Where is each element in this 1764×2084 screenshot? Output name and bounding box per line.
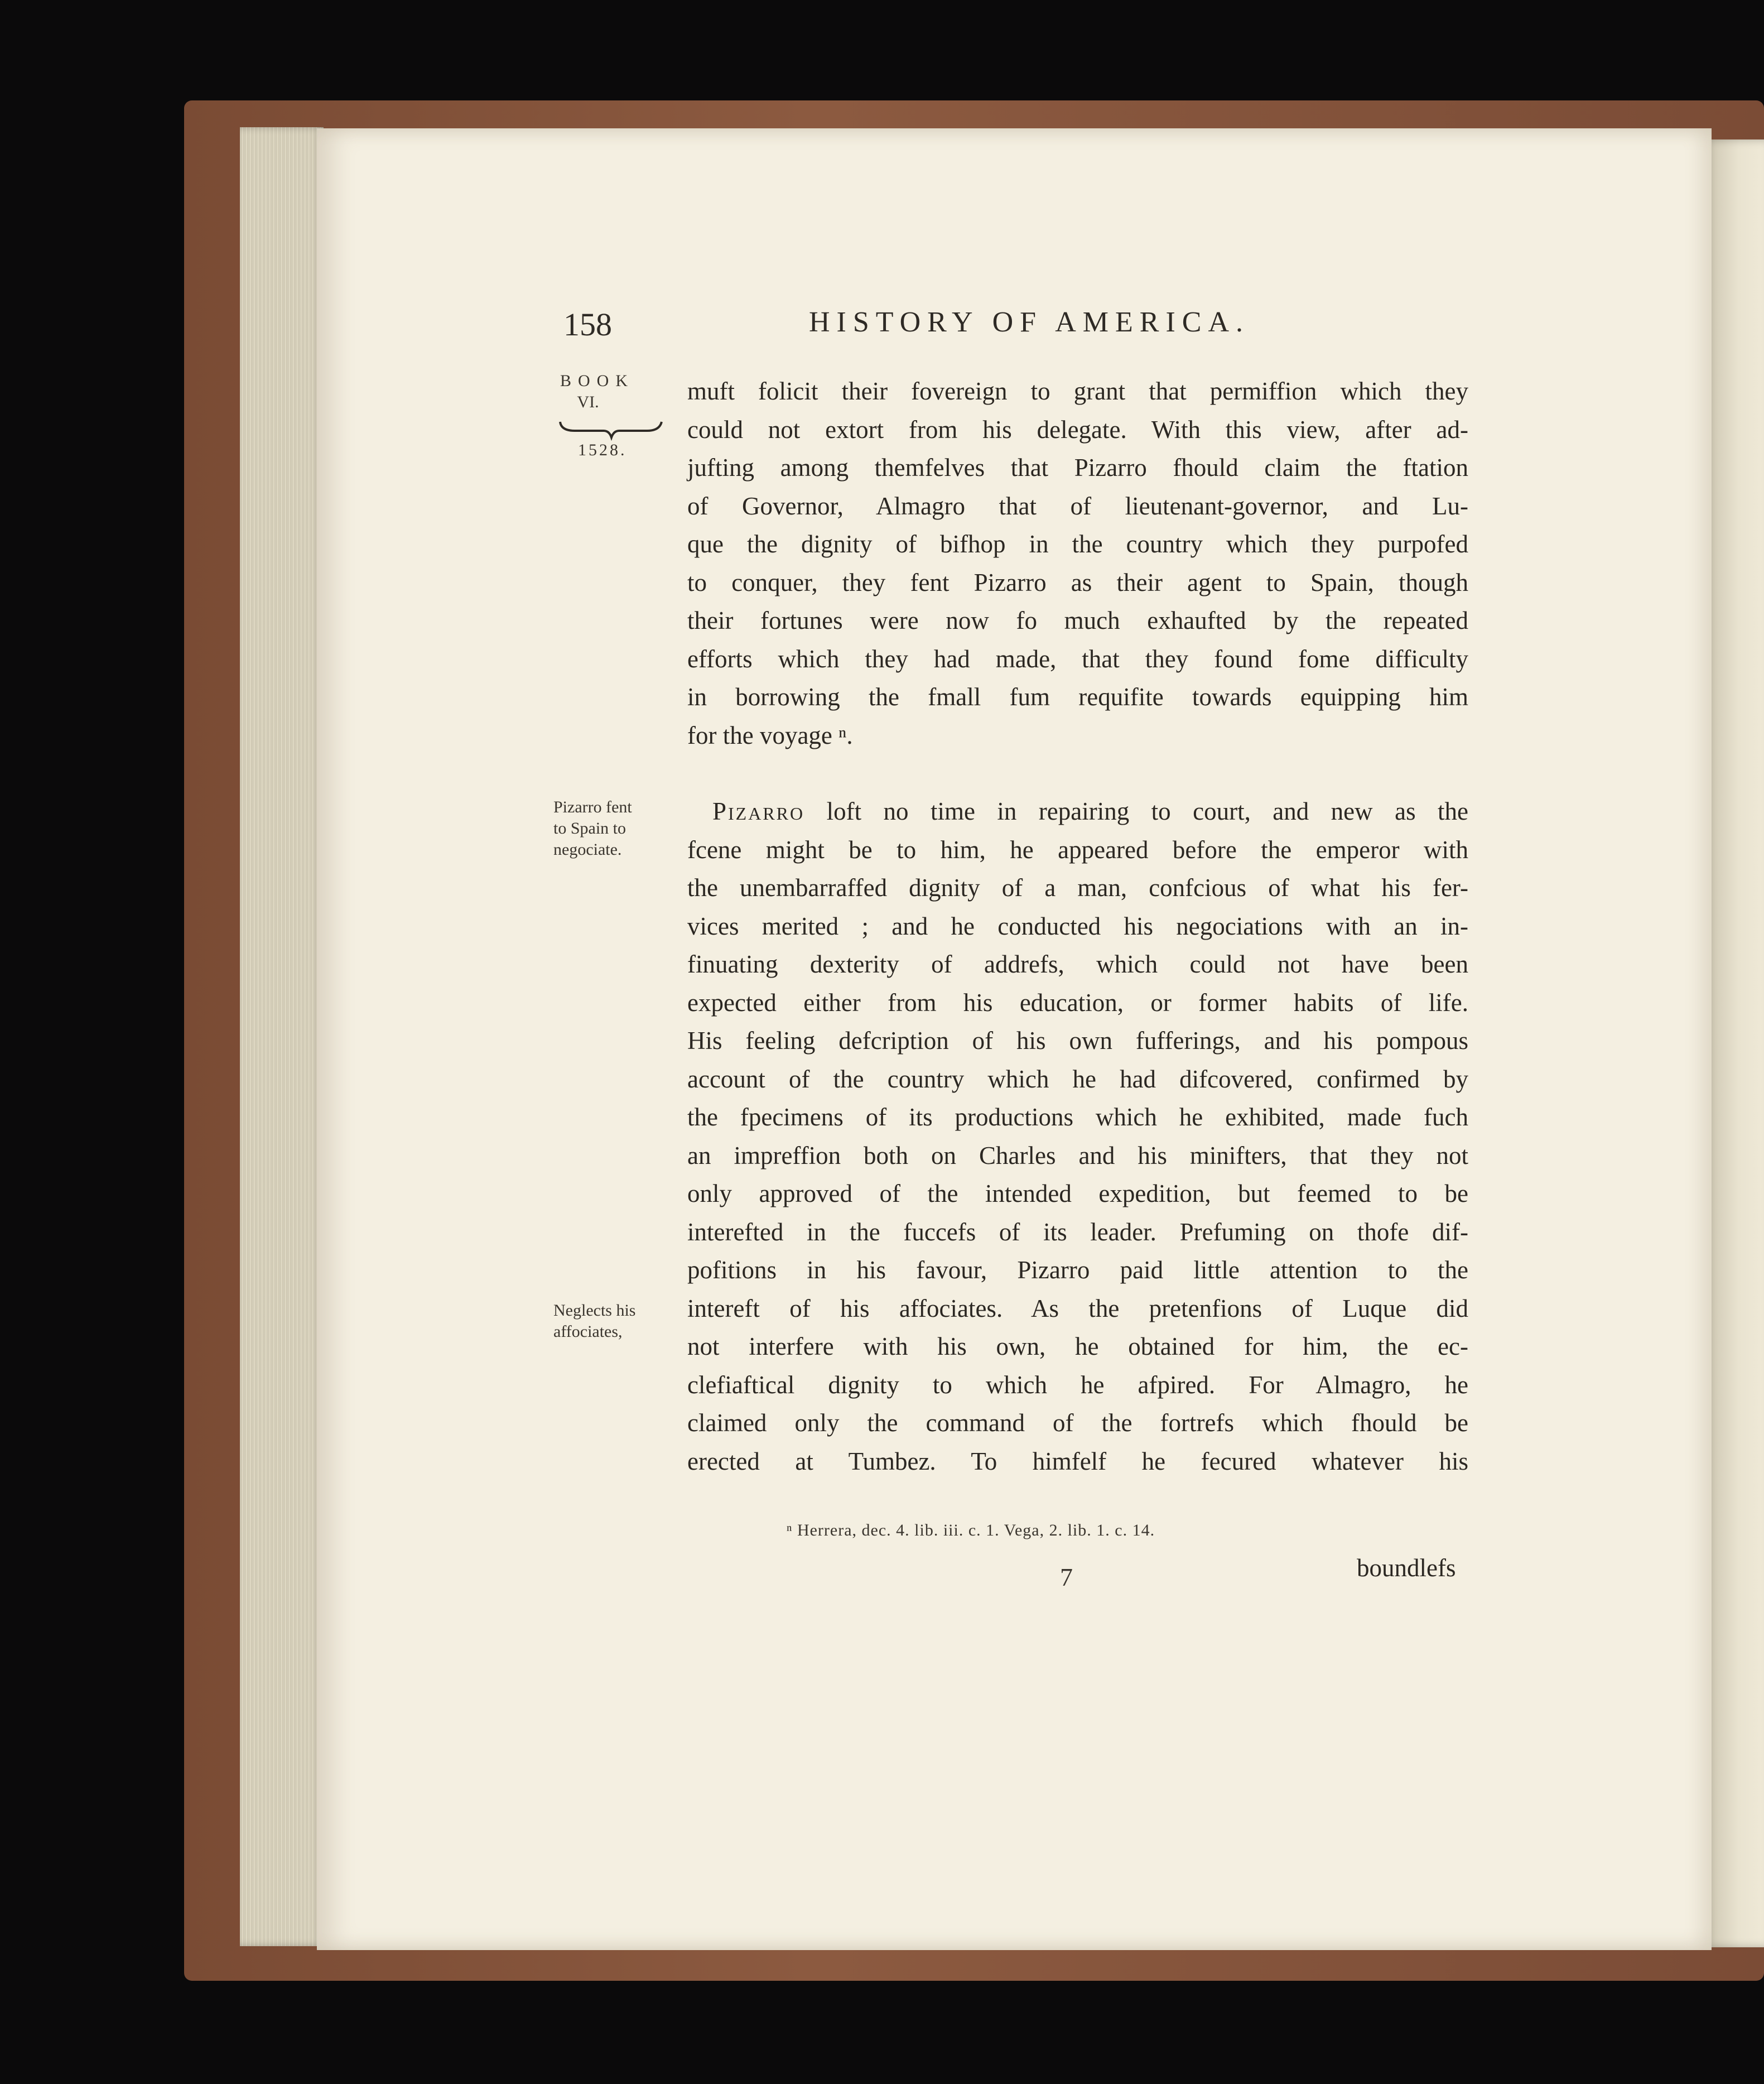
marginal-note-line: negociate. (553, 840, 622, 859)
catchword: boundlefs (1357, 1554, 1456, 1582)
text-line: interefted in the fuccefs of its leader. Prefuming on thofe dif- (687, 1217, 1468, 1246)
marginal-note-line: to Spain to (553, 819, 626, 838)
paragraph-lead-word: Pizarro (712, 797, 805, 825)
text-line: the unembarraffed dignity of a man, confcious of what his fer- (687, 874, 1468, 902)
text-line: efforts which they had made, that they found fome difficulty (687, 644, 1468, 673)
text-line: muft folicit their fovereign to grant that permiffion which they (687, 377, 1468, 405)
text-line: expected either from his education, or former habits of life. (687, 988, 1468, 1017)
text-line: jufting among themfelves that Pizarro fhould claim the ftation (687, 454, 1468, 482)
text-line: for the voyage ⁿ. (687, 721, 853, 749)
marginal-note-neglects (553, 1300, 665, 1342)
page-edges (240, 127, 324, 1946)
text-line: erected at Tumbez. To himfelf he fecured whatever his (687, 1447, 1468, 1475)
text-line: claimed only the command of the fortrefs which fhould be (687, 1409, 1468, 1437)
paragraph-opening-line (687, 792, 1468, 831)
marginal-note-pizarro-sent (553, 797, 665, 860)
text-line: finuating dexterity of addrefs, which could not have been (687, 950, 1468, 978)
paragraph-opening-text: loft no time in repairing to court, and new as the (804, 797, 1468, 825)
text-line: pofitions in his favour, Pizarro paid little attention to the (687, 1256, 1468, 1284)
text-line: of Governor, Almagro that of lieutenant-governor, and Lu- (687, 492, 1468, 520)
text-line: only approved of the intended expedition, but feemed to be (687, 1180, 1468, 1207)
text-line: an impreffion both on Charles and his minifters, that they not (687, 1141, 1468, 1169)
paragraph-gap (687, 754, 1468, 792)
text-line: not interfere with his own, he obtained for him, the ec- (687, 1332, 1468, 1360)
signature-mark: 7 (1060, 1563, 1073, 1591)
page-number: 158 (563, 306, 612, 343)
text-line: account of the country which he had difcovered, confirmed by (687, 1065, 1468, 1093)
text-line: vices merited ; and he conducted his negociations with an in- (687, 912, 1468, 940)
text-line: intereft of his affociates. As the pretenfions of Luque did (687, 1294, 1468, 1322)
text-line: que the dignity of bifhop in the country which they purpofed (687, 530, 1468, 558)
footnote: ⁿ Herrera, dec. 4. lib. iii. c. 1. Vega, 2. lib. 1. c. 14. (787, 1521, 1155, 1539)
text-line: could not extort from his delegate. With this view, after ad- (687, 415, 1468, 444)
text-line: His feeling defcription of his own fufferings, and his pompous (687, 1027, 1468, 1055)
marginal-note-line: Pizarro fent (553, 798, 632, 816)
margin-year: 1528. (578, 441, 627, 459)
marginal-note-line: Neglects his (553, 1301, 636, 1320)
text-line: clefiaftical dignity to which he afpired. For Almagro, he (687, 1370, 1468, 1399)
book-volume: VI. (577, 393, 599, 411)
text-line: their fortunes were now fo much exhaufted by the repeated (687, 607, 1468, 634)
body-text (687, 372, 1468, 1480)
marginal-note-line: affociates, (553, 1322, 623, 1341)
text-line: to conquer, they fent Pizarro as their agent to Spain, though (687, 568, 1468, 596)
brace-ornament (558, 418, 664, 441)
text-line: fcene might be to him, he appeared before the emperor with (687, 835, 1468, 864)
running-title: HISTORY OF AMERICA. (809, 306, 1250, 338)
text-line: the fpecimens of its productions which he exhibited, made fuch (687, 1103, 1468, 1131)
book-label: BOOK (560, 372, 635, 390)
text-line: in borrowing the fmall fum requifite towards equipping him (687, 683, 1468, 711)
